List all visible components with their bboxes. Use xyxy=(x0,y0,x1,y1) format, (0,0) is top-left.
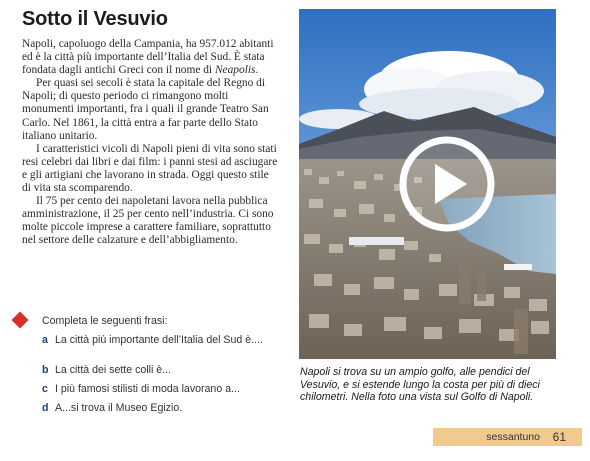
page-footer xyxy=(433,428,582,446)
paragraph-2: Per quasi sei secoli è stata la capitale del Regno di Napoli; di questo periodo ci rimangono molti monumenti importanti, fra i quali il grande Teatro San Carlo. Nel 1861, la città entra a far parte dello Stato italiano unitario. xyxy=(22,77,269,142)
item-letter: d xyxy=(42,402,49,414)
photo-caption: Napoli si trova su un ampio golfo, alle pendici del Vesuvio, e si estende lungo la costa per più di dieci chilometri. Nella foto una vista sul Golfo di Napoli. xyxy=(300,366,540,404)
item-letter: a xyxy=(42,334,48,346)
item-letter: b xyxy=(42,364,49,376)
naples-photo-illustration xyxy=(299,9,556,359)
item-text: A...si trova il Museo Egizio. xyxy=(55,402,183,414)
exercise-item-a xyxy=(42,334,272,347)
item-text: I più famosi stilisti di moda lavorano a... xyxy=(55,383,240,395)
paragraph-3: I caratteristici vicoli di Napoli pieni di vita sono stati resi celebri dai libri e dai film: i panni stesi ad asciugare e gli artigiani che lavorano in strada. Oggi questo stile di vita sta scomparendo. xyxy=(22,142,278,195)
naples-photo xyxy=(299,9,556,359)
page-number: 61 xyxy=(552,430,566,444)
item-letter: c xyxy=(42,383,48,395)
paragraph-1: Napoli, capoluogo della Campania, ha 957.012 abitanti ed è la città più importante dell’Italia del Sud. È stata fondata dagli antichi Greci con il nome di Neapolis. xyxy=(22,38,274,77)
exercise-item-b xyxy=(42,364,272,377)
exercise-item-c xyxy=(42,383,272,396)
diamond-icon xyxy=(12,312,29,329)
page-number-word: sessantuno xyxy=(486,431,540,443)
article-body xyxy=(22,38,278,248)
exercise-item-d xyxy=(42,402,272,415)
item-text: La città più importante dell’Italia del Sud è.... xyxy=(55,334,263,346)
page-title: Sotto il Vesuvio xyxy=(22,8,168,30)
paragraph-4: Il 75 per cento dei napoletani lavora nella pubblica amministrazione, il 25 per cento nell’industria. Ci sono molte piccole imprese a carattere familiare, soprattutto nel settore delle calzature e dell’abbigliamento. xyxy=(22,195,274,247)
exercise-instruction: Completa le seguenti frasi: xyxy=(42,315,168,327)
item-text: La città dei sette colli è... xyxy=(55,364,172,376)
